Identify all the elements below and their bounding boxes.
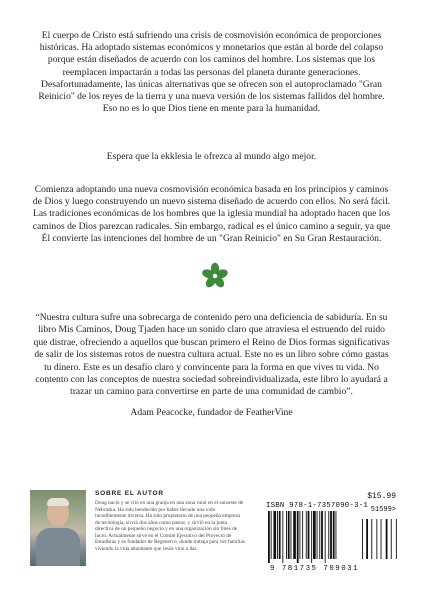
author-photo: [30, 490, 86, 566]
price-label: $15.99: [367, 492, 396, 501]
about-author-text: Doug nació y se crió en una granja en una zona rural en el suroeste de Nebraska. Ha sido bendecido por haber llevado una vida increíblemente diversa. Ha sido propietario de una pequeña empresa de tecnología, sirvió dos años como pastor, y sirvió en la junta directiva de un pequeño negocio y en una organización sin fines de lucro. Actualmente sirve en el Comité Ejecutivo del Proyecto de Estadistas y es fundador de Regenerco, donde trabaja para ver familias viviendo la vida abundante que Jesús vino a dar.: [95, 500, 245, 552]
description-paragraph-1: El cuerpo de Cristo está sufriendo una crisis de cosmovisión económica de proporciones históricas. Ha adoptado sistemas económicos y monetarios que están al borde del colapso porque están diseñados de acuerdo con los caminos del hombre. Los sistemas que los reemplacen impactarán a todas las personas del planeta durante generaciones. Desafortunadamente, las únicas alternativas que se ofrecen son el autoproclamado "Gran Reinicio" de los reyes de la tierra y una nueva versión de los sistemas fallidos del hombre. Eso no es lo que Dios tiene en mente para la humanidad.: [38, 30, 385, 115]
description-paragraph-2: Espera que la ekklesia le ofrezca al mundo algo mejor.: [106, 151, 317, 162]
description-paragraph-3: Comienza adoptando una nueva cosmovisión económica basada en los principios y caminos de Dios y luego construyendo un nuevo sistema diseñado de acuerdo con ellos. No será fácil. Las tradiciones económicas de los hombres que la iglesia mundial ha adoptado hacen que los caminos de Dios parezcan radicales. Sin embargo, radical es el único camino a seguir, ya que Él convierte las intenciones del hombre de un "Gran Reinicio" en Su Gran Restauración.: [32, 184, 391, 244]
endorsement-quote: “Nuestra cultura sufre una sobrecarga de contenido pero una deficiencia de sabiduría. En su libro Mis Caminos, Doug Tjaden hace un sonido claro que atraviesa el estruendo del ruido que distrae, ofreciendo a aquellos que buscan primero el Reino de Dios formas significativas de salir de los sistemas rotos de nuestra cultura actual. Este no es un libro sobre cómo gastas tu dinero. Este es un desafío claro y convincente para la forma en que vives tu vida. No contento con las conceptos de nuestra sociedad sobreindividualizada, este libro lo ayudará a trazar un camino para convertirse en parte de una comunidad de cambio”.: [33, 312, 390, 398]
isbn-label: ISBN 978-1-7357090-3-1: [266, 502, 368, 510]
barcode-icon: [266, 511, 398, 565]
five-petal-flower-icon: [201, 262, 229, 290]
endorsement-attribution: Adam Peacocke, fundador de FeatherVine: [130, 407, 293, 418]
barcode-digits: 9 781735 709031: [270, 565, 360, 573]
barcode-supplement-digits: 51599>: [370, 506, 396, 514]
about-author-title: SOBRE EL AUTOR: [95, 490, 164, 497]
barcode-block: [266, 492, 398, 578]
